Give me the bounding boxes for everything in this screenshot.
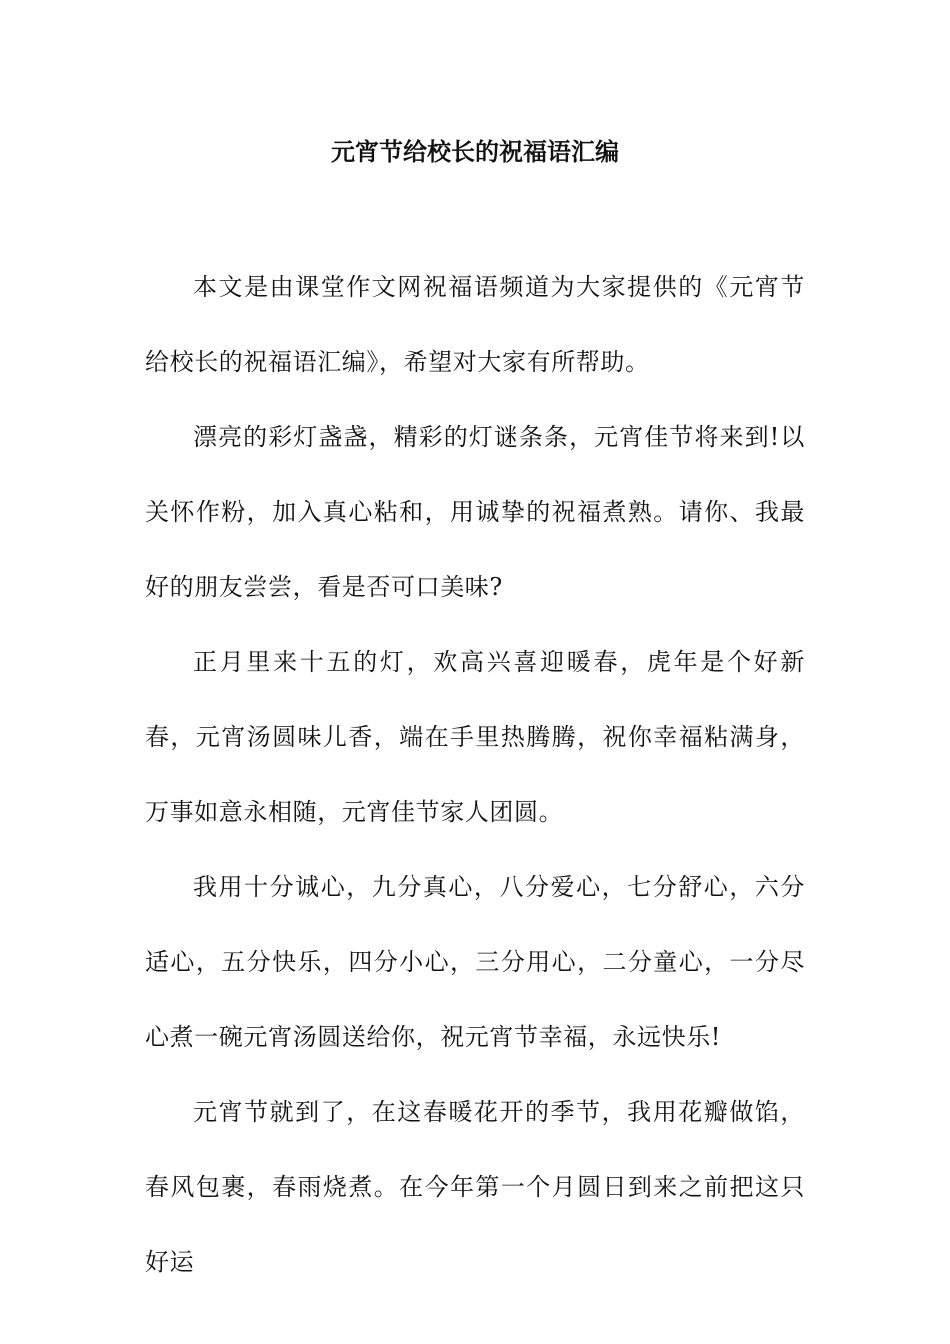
paragraph: 正月里来十五的灯，欢高兴喜迎暖春，虎年是个好新春，元宵汤圆味儿香，端在手里热腾腾，祝你幸福粘满身，万事如意永相随，元宵佳节家人团圆。 xyxy=(145,648,805,826)
paragraph: 漂亮的彩灯盏盏，精彩的灯谜条条，元宵佳节将来到!以关怀作粉，加入真心粘和，用诚挚的祝福煮熟。请你、我最好的朋友尝尝，看是否可口美味? xyxy=(145,423,805,601)
paragraph: 元宵节就到了，在这春暖花开的季节，我用花瓣做馅，春风包裹，春雨烧煮。在今年第一个月圆日到来之前把这只好运 xyxy=(145,1098,805,1276)
paragraph: 本文是由课堂作文网祝福语频道为大家提供的《元宵节给校长的祝福语汇编》，希望对大家有所帮助。 xyxy=(145,273,805,376)
document-body xyxy=(145,250,805,1300)
paragraph: 我用十分诚心，九分真心，八分爱心，七分舒心，六分适心，五分快乐，四分小心，三分用心，二分童心，一分尽心煮一碗元宵汤圆送给你，祝元宵节幸福，永远快乐! xyxy=(145,873,805,1051)
document-title: 元宵节给校长的祝福语汇编 xyxy=(331,137,619,166)
